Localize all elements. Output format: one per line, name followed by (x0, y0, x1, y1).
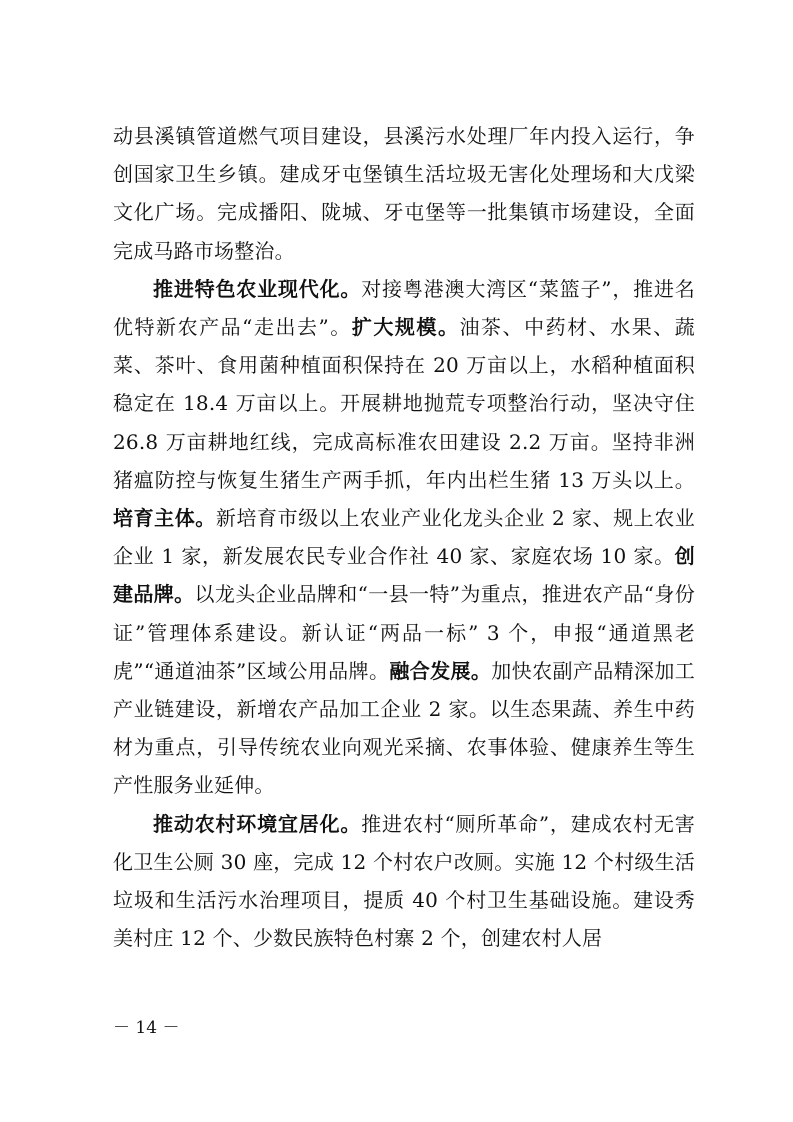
body-text (113, 117, 695, 957)
heading-run: 扩大规模。 (351, 315, 460, 340)
heading-run: 推动农村环境宜居化。 (153, 811, 362, 836)
text-run: 新培育市级以上农业产业化龙头企业 2 家、规上农业企业 1 家，新发展农民专业合作社 40 家、家庭农场 10 家。 (113, 506, 695, 569)
text-run: 动县溪镇管道燃气项目建设，县溪污水处理厂年内投入运行，争创国家卫生乡镇。建成牙屯堡镇生活垃圾无害化处理场和大戊梁文化广场。完成播阳、陇城、牙屯堡等一批集镇市场建设，全面完成马路市场整治。 (113, 124, 695, 263)
paragraph-3 (113, 805, 695, 958)
paragraph-1 (113, 117, 695, 270)
heading-run: 融合发展。 (389, 658, 492, 683)
paragraph-2 (113, 270, 695, 805)
page-number: － 14 － (113, 1018, 180, 1038)
text-run: 油茶、中药材、水果、蔬菜、茶叶、食用菌种植面积保持在 20 万亩以上，水稻种植面积稳定在 18.4 万亩以上。开展耕地抛荒专项整治行动，坚决守住 26.8 万亩耕地红线，完成高标准农田建设 2.2 万亩。坚持非洲猪瘟防控与恢复生猪生产两手抓，年内出栏生猪 13 万头以上。 (113, 315, 695, 492)
text-run: 对接粤港澳大湾区“菜篮子”，推进名优特新农产品“走出去”。 (113, 276, 696, 340)
heading-run: 培育主体。 (113, 506, 216, 531)
text-run: 加快农副产品精深加工产业链建设，新增农产品加工企业 2 家。以生态果蔬、养生中药材为重点，引导传统农业向观光采摘、农事体验、健康养生等生产性服务业延伸。 (113, 658, 696, 798)
heading-run: 推进特色农业现代化。 (153, 276, 362, 301)
text-run: 以龙头企业品牌和“一县一特”为重点，推进农产品“身份证”管理体系建设。新认证“两品一标” 3 个，申报“通道黑老虎”“通道油茶”区域公用品牌。 (113, 582, 696, 683)
text-run: 推进农村“厕所革命”，建成农村无害化卫生公厕 30 座，完成 12 个村农户改厕。实施 12 个村级生活垃圾和生活污水治理项目，提质 40 个村卫生基础设施。建设秀美村庄 12 个、少数民族特色村寨 2 个，创建农村人居 (113, 811, 696, 951)
heading-run: 创建品牌。 (113, 544, 695, 607)
